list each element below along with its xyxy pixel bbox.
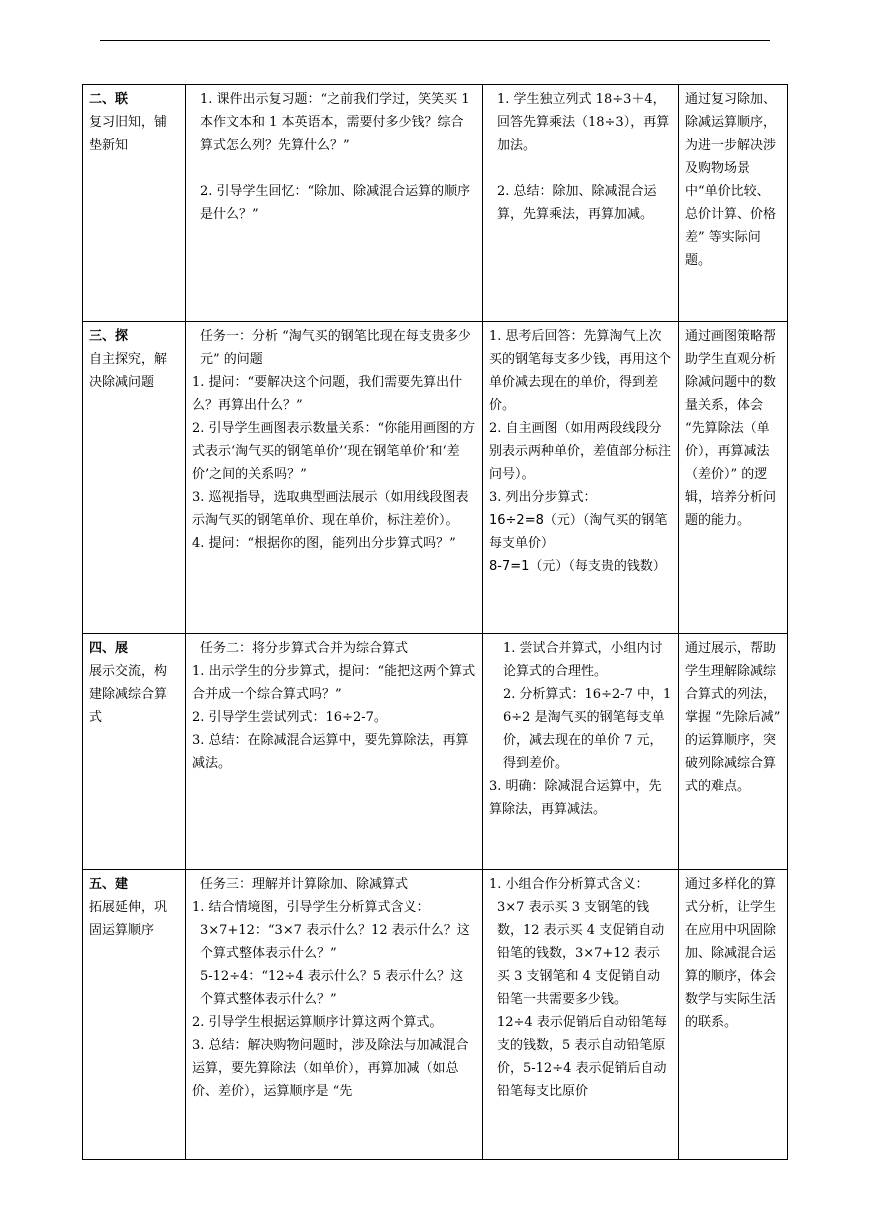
teacher-step: 3. 总结：在除减混合运算中，要先算除法，再算减法。 (192, 733, 469, 771)
teacher-step: 2. 引导学生回忆：“除加、除减混合运算的顺序是什么？” (200, 184, 471, 222)
table-row (83, 85, 788, 322)
stage-cell (83, 870, 186, 1160)
lesson-plan-table (82, 84, 788, 1160)
design-intent: 通过画图策略帮助学生直观分析除减问题中的数量关系，体会 “先算除法（单价），再算减法（差价）” 的逻辑，培养分析问题的能力。 (685, 329, 777, 528)
table-row (83, 870, 788, 1160)
stage-description: 复习旧知，铺垫新知 (89, 115, 168, 153)
design-intent-cell (679, 85, 788, 322)
teacher-step: 2. 引导学生尝试列式：16÷2-7。 (192, 710, 387, 725)
formula-line: 16÷2=8（元）（淘气买的钢笔每支单价） (489, 513, 668, 551)
teacher-step: 3. 巡视指导，选取典型画法展示（如用线段图表示淘气买的钢笔单价、现在单价，标注差价）。 (192, 490, 469, 528)
student-step: 2. 总结：除加、除减混合运算，先算乘法，再算加减。 (497, 184, 657, 222)
design-intent: 通过多样化的算式分析，让学生在应用中巩固除加、除减混合运算的顺序，体会数学与实际生活的联系。 (685, 877, 777, 1030)
table-row (83, 322, 788, 634)
student-step: 2. 自主画图（如用两段线段分别表示两种单价，差值部分标注问号）。 (489, 421, 672, 482)
teacher-step: 2. 引导学生根据运算顺序计算这两个算式。 (192, 1015, 443, 1030)
spacer (192, 157, 476, 180)
stage-description: 自主探究，解决除减问题 (89, 352, 168, 390)
teacher-step: 2. 引导学生画图表示数量关系：“你能用画图的方式表示‘淘气买的钢笔单价’‘现在钢笔单价’和‘差价’之间的关系吗？” (192, 421, 476, 482)
formula-line: 8-7=1（元）（每支贵的钱数） (489, 559, 666, 574)
design-intent: 通过复习除加、除减运算顺序，为进一步解决涉及购物场景中“单价比较、总价计算、价格差” 等实际问题。 (685, 92, 777, 268)
teacher-step: 1. 结合情境图，引导学生分析算式含义： (192, 900, 430, 915)
teacher-step: 3. 总结：解决购物问题时，涉及除法与加减混合运算，要先算除法（如单价），再算加减（如总价、差价），运算顺序是 “先 (192, 1038, 469, 1099)
stage-description: 展示交流，构建除减综合算式 (89, 664, 168, 725)
student-step: 1. 学生独立列式 18÷3＋4，回答先算乘法（18÷3），再算加法。 (497, 92, 670, 153)
student-step: 1. 思考后回答：先算淘气上次买的钢笔每支多少钱，再用这个单价减去现在的单价，得到差价。 (489, 329, 672, 413)
task-title: 任务二：将分步算式合并为综合算式 (200, 641, 409, 656)
teacher-activity-cell (186, 85, 483, 322)
teacher-step: 1. 课件出示复习题：“之前我们学过，笑笑买 1 本作文本和 1 本英语本，需要付多少钱？综合算式怎么列？先算什么？” (200, 92, 470, 153)
student-activity-cell (483, 322, 679, 634)
formula-question: 3×7+12：“3×7 表示什么？12 表示什么？这个算式整体表示什么？” (200, 923, 470, 961)
spacer (489, 157, 672, 180)
student-step: 3×7 表示买 3 支钢笔的钱数，12 表示买 4 支促销自动铅笔的钱数，3×7+12 表示买 3 支钢笔和 4 支促销自动铅笔一共需要多少钱。 (497, 900, 665, 1007)
design-intent: 通过展示，帮助学生理解除减综合算式的列法，掌握 “先除后减” 的运算顺序，突破列除减综合算式的难点。 (685, 641, 781, 794)
student-step: 2. 分析算式：16÷2-7 中，16÷2 是淘气买的钢笔每支单价，减去现在的单价 7 元，得到差价。 (503, 687, 672, 771)
design-intent-cell (679, 634, 788, 870)
stage-cell (83, 634, 186, 870)
teacher-step: 1. 提问：“要解决这个问题，我们需要先算出什么？再算出什么？” (192, 375, 463, 413)
table-row (83, 634, 788, 870)
teacher-activity-cell (186, 870, 483, 1160)
stage-cell (83, 322, 186, 634)
design-intent-cell (679, 322, 788, 634)
teacher-activity-cell (186, 322, 483, 634)
student-activity-cell (483, 85, 679, 322)
student-step: 12÷4 表示促销后自动铅笔每支的钱数，5 表示自动铅笔原价，5-12÷4 表示促销后自动铅笔每支比原价 (497, 1015, 667, 1099)
student-step: 1. 小组合作分析算式含义： (489, 877, 649, 892)
student-step: 1. 尝试合并算式，小组内讨论算式的合理性。 (503, 641, 663, 679)
student-activity-cell (483, 634, 679, 870)
stage-title: 三、探 (89, 329, 129, 344)
design-intent-cell (679, 870, 788, 1160)
student-activity-cell (483, 870, 679, 1160)
stage-cell (83, 85, 186, 322)
stage-title: 二、联 (89, 92, 129, 107)
student-step: 3. 明确：除减混合运算中，先算除法，再算减法。 (489, 779, 662, 817)
stage-description: 拓展延伸，巩固运算顺序 (89, 900, 168, 938)
teacher-activity-cell (186, 634, 483, 870)
student-step: 3. 列出分步算式： (489, 490, 597, 505)
formula-question: 5-12÷4：“12÷4 表示什么？5 表示什么？这个算式整体表示什么？” (200, 969, 464, 1007)
task-title: 任务一：分析 “淘气买的钢笔比现在每支贵多少元” 的问题 (200, 329, 471, 367)
task-title: 任务三：理解并计算除加、除减算式 (200, 877, 409, 892)
teacher-step: 4. 提问：“根据你的图，能列出分步算式吗？” (192, 536, 456, 551)
stage-title: 五、建 (89, 877, 129, 892)
teacher-step: 1. 出示学生的分步算式，提问：“能把这两个算式合并成一个综合算式吗？” (192, 664, 476, 702)
stage-title: 四、展 (89, 641, 129, 656)
header-rule (100, 40, 770, 41)
